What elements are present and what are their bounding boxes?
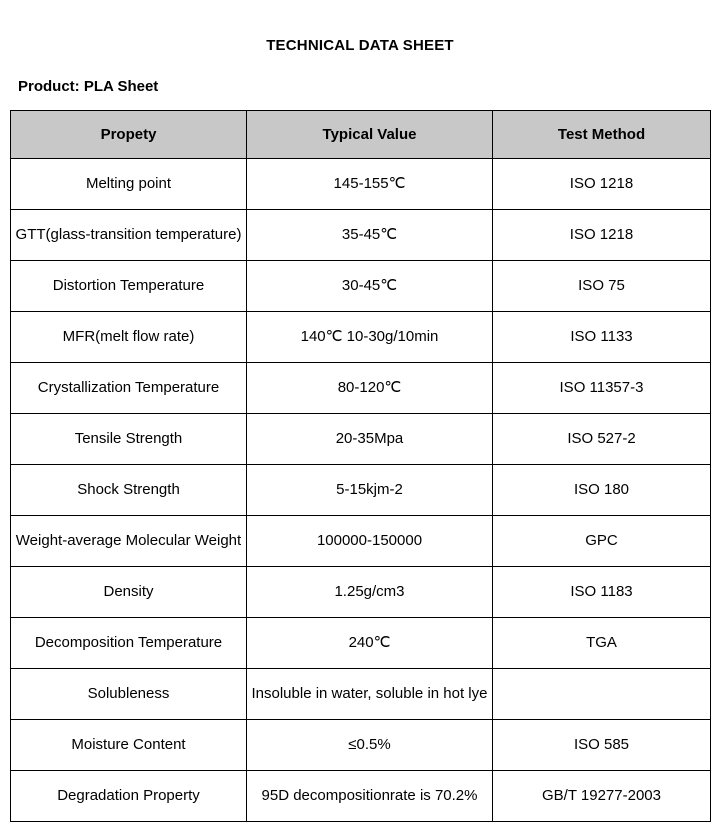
value-cell: 35-45℃ [247,210,493,261]
property-cell: MFR(melt flow rate) [11,312,247,363]
property-cell: Shock Strength [11,465,247,516]
column-header-property: Propety [11,111,247,159]
method-cell: ISO 1218 [493,210,711,261]
product-name: Product: PLA Sheet [18,78,159,95]
table-row [11,465,711,516]
column-header-typical-value: Typical Value [247,111,493,159]
table-row [11,669,711,720]
property-cell: Distortion Temperature [11,261,247,312]
method-cell [493,669,711,720]
table-header-row [11,111,711,159]
method-cell: GPC [493,516,711,567]
table-row [11,210,711,261]
property-cell: Decomposition Temperature [11,618,247,669]
table-row [11,363,711,414]
table-row [11,567,711,618]
property-cell: Crystallization Temperature [11,363,247,414]
value-cell: 1.25g/cm3 [247,567,493,618]
value-cell: 30-45℃ [247,261,493,312]
method-cell: ISO 180 [493,465,711,516]
table-row [11,261,711,312]
method-cell: ISO 585 [493,720,711,771]
property-cell: GTT(glass-transition temperature) [11,210,247,261]
method-cell: ISO 1183 [493,567,711,618]
property-cell: Melting point [11,159,247,210]
value-cell: 140℃ 10-30g/10min [247,312,493,363]
method-cell: GB/T 19277-2003 [493,771,711,822]
value-cell: Insoluble in water, soluble in hot lye [247,669,493,720]
column-header-test-method: Test Method [493,111,711,159]
value-cell: 100000-150000 [247,516,493,567]
method-cell: TGA [493,618,711,669]
table-row [11,159,711,210]
value-cell: 5-15kjm-2 [247,465,493,516]
method-cell: ISO 11357-3 [493,363,711,414]
property-cell: Weight-average Molecular Weight [11,516,247,567]
document-title: TECHNICAL DATA SHEET [266,37,454,54]
value-cell: 80-120℃ [247,363,493,414]
property-cell: Solubleness [11,669,247,720]
value-cell: ≤0.5% [247,720,493,771]
table-row [11,720,711,771]
method-cell: ISO 1218 [493,159,711,210]
value-cell: 95D decompositionrate is 70.2% [247,771,493,822]
value-cell: 240℃ [247,618,493,669]
table-row [11,516,711,567]
table-row [11,771,711,822]
technical-data-table [10,110,711,822]
table-row [11,312,711,363]
value-cell: 145-155℃ [247,159,493,210]
method-cell: ISO 1133 [493,312,711,363]
table-row [11,414,711,465]
property-cell: Moisture Content [11,720,247,771]
table-row [11,618,711,669]
property-cell: Density [11,567,247,618]
value-cell: 20-35Mpa [247,414,493,465]
property-cell: Degradation Property [11,771,247,822]
method-cell: ISO 527-2 [493,414,711,465]
property-cell: Tensile Strength [11,414,247,465]
method-cell: ISO 75 [493,261,711,312]
